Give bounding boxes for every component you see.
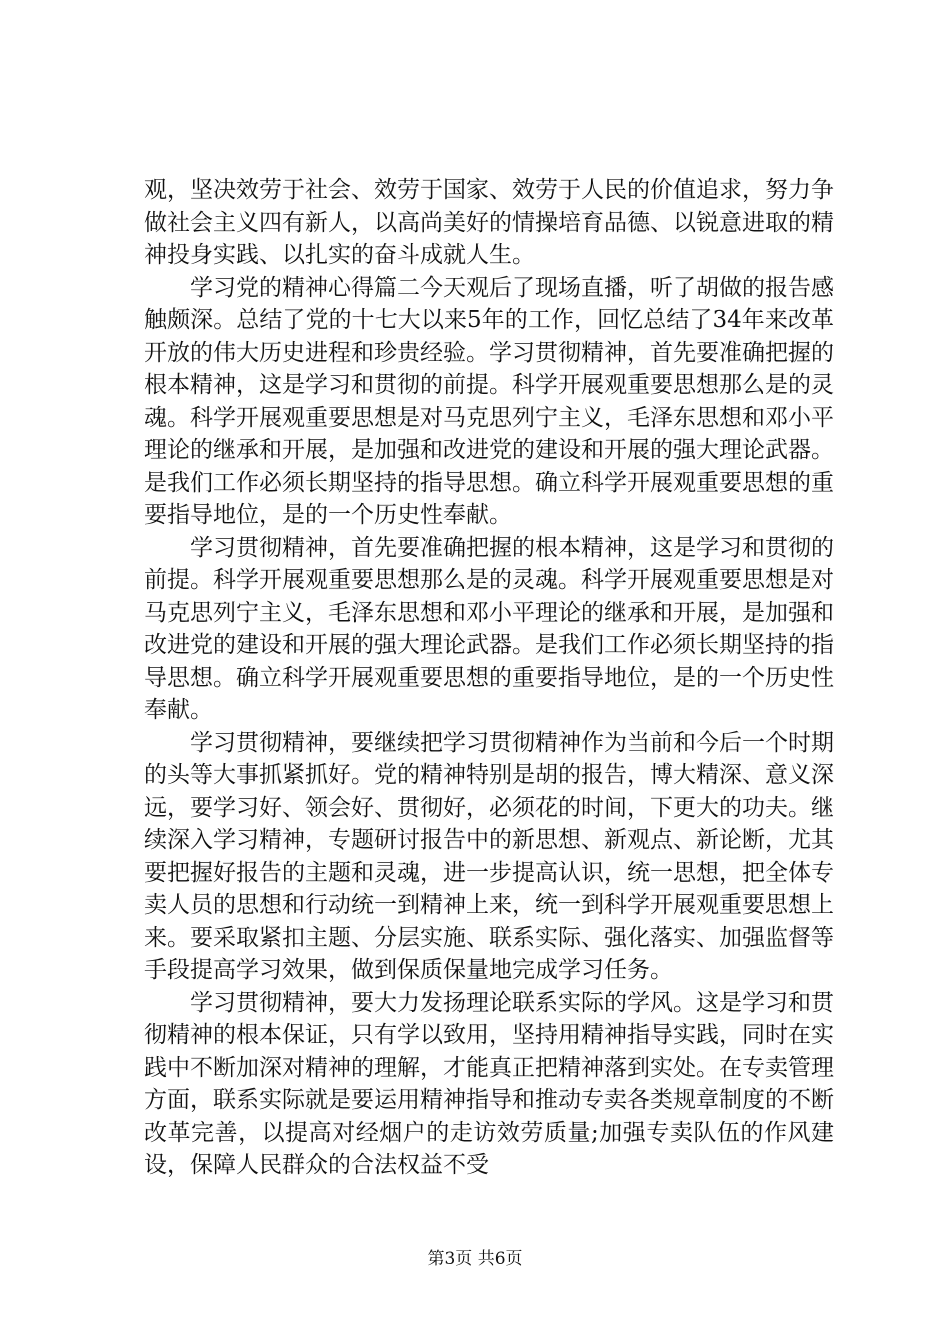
paragraph: 观，坚决效劳于社会、效劳于国家、效劳于人民的价值追求，努力争做社会主义四有新人，以高尚美好的情操培育品德、以锐意进取的精神投身实践、以扎实的奋斗成就人生。	[144, 177, 834, 268]
paragraph: 学习贯彻精神，要继续把学习贯彻精神作为当前和今后一个时期的头等大事抓紧抓好。党的精神特别是胡的报告，博大精深、意义深远，要学习好、领会好、贯彻好，必须花的时间，下更大的功夫。继续深入学习精神，专题研讨报告中的新思想、新观点、新论断，尤其要把握好报告的主题和灵魂，进一步提高认识，统一思想，把全体专卖人员的思想和行动统一到精神上来，统一到科学开展观重要思想上来。要采取紧扣主题、分层实施、联系实际、强化落实、加强监督等手段提高学习效果，做到保质保量地完成学习任务。	[144, 729, 834, 983]
paragraph: 学习党的精神心得篇二今天观后了现场直播，听了胡做的报告感触颇深。总结了党的十七大以来5年的工作，回忆总结了34年来改革开放的伟大历史进程和珍贵经验。学习贯彻精神，首先要准确把握的根本精神，这是学习和贯彻的前提。科学开展观重要思想那么是的灵魂。科学开展观重要思想是对马克思列宁主义，毛泽东思想和邓小平理论的继承和开展，是加强和改进党的建设和开展的强大理论武器。是我们工作必须长期坚持的指导思想。确立科学开展观重要思想的重要指导地位，是的一个历史性奉献。	[144, 274, 834, 528]
page-number-footer: 第3页 共6页	[427, 1249, 523, 1269]
paragraph: 学习贯彻精神，要大力发扬理论联系实际的学风。这是学习和贯彻精神的根本保证，只有学以致用，坚持用精神指导实践，同时在实践中不断加深对精神的理解，才能真正把精神落到实处。在专卖管理方面，联系实际就是要运用精神指导和推动专卖各类规章制度的不断改革完善，以提高对经烟户的走访效劳质量;加强专卖队伍的作风建设，保障人民群众的合法权益不受	[144, 989, 834, 1178]
paragraph: 学习贯彻精神，首先要准确把握的根本精神，这是学习和贯彻的前提。科学开展观重要思想那么是的灵魂。科学开展观重要思想是对马克思列宁主义，毛泽东思想和邓小平理论的继承和开展，是加强和改进党的建设和开展的强大理论武器。是我们工作必须长期坚持的指导思想。确立科学开展观重要思想的重要指导地位，是的一个历史性奉献。	[144, 534, 834, 723]
document-body	[144, 174, 834, 1182]
